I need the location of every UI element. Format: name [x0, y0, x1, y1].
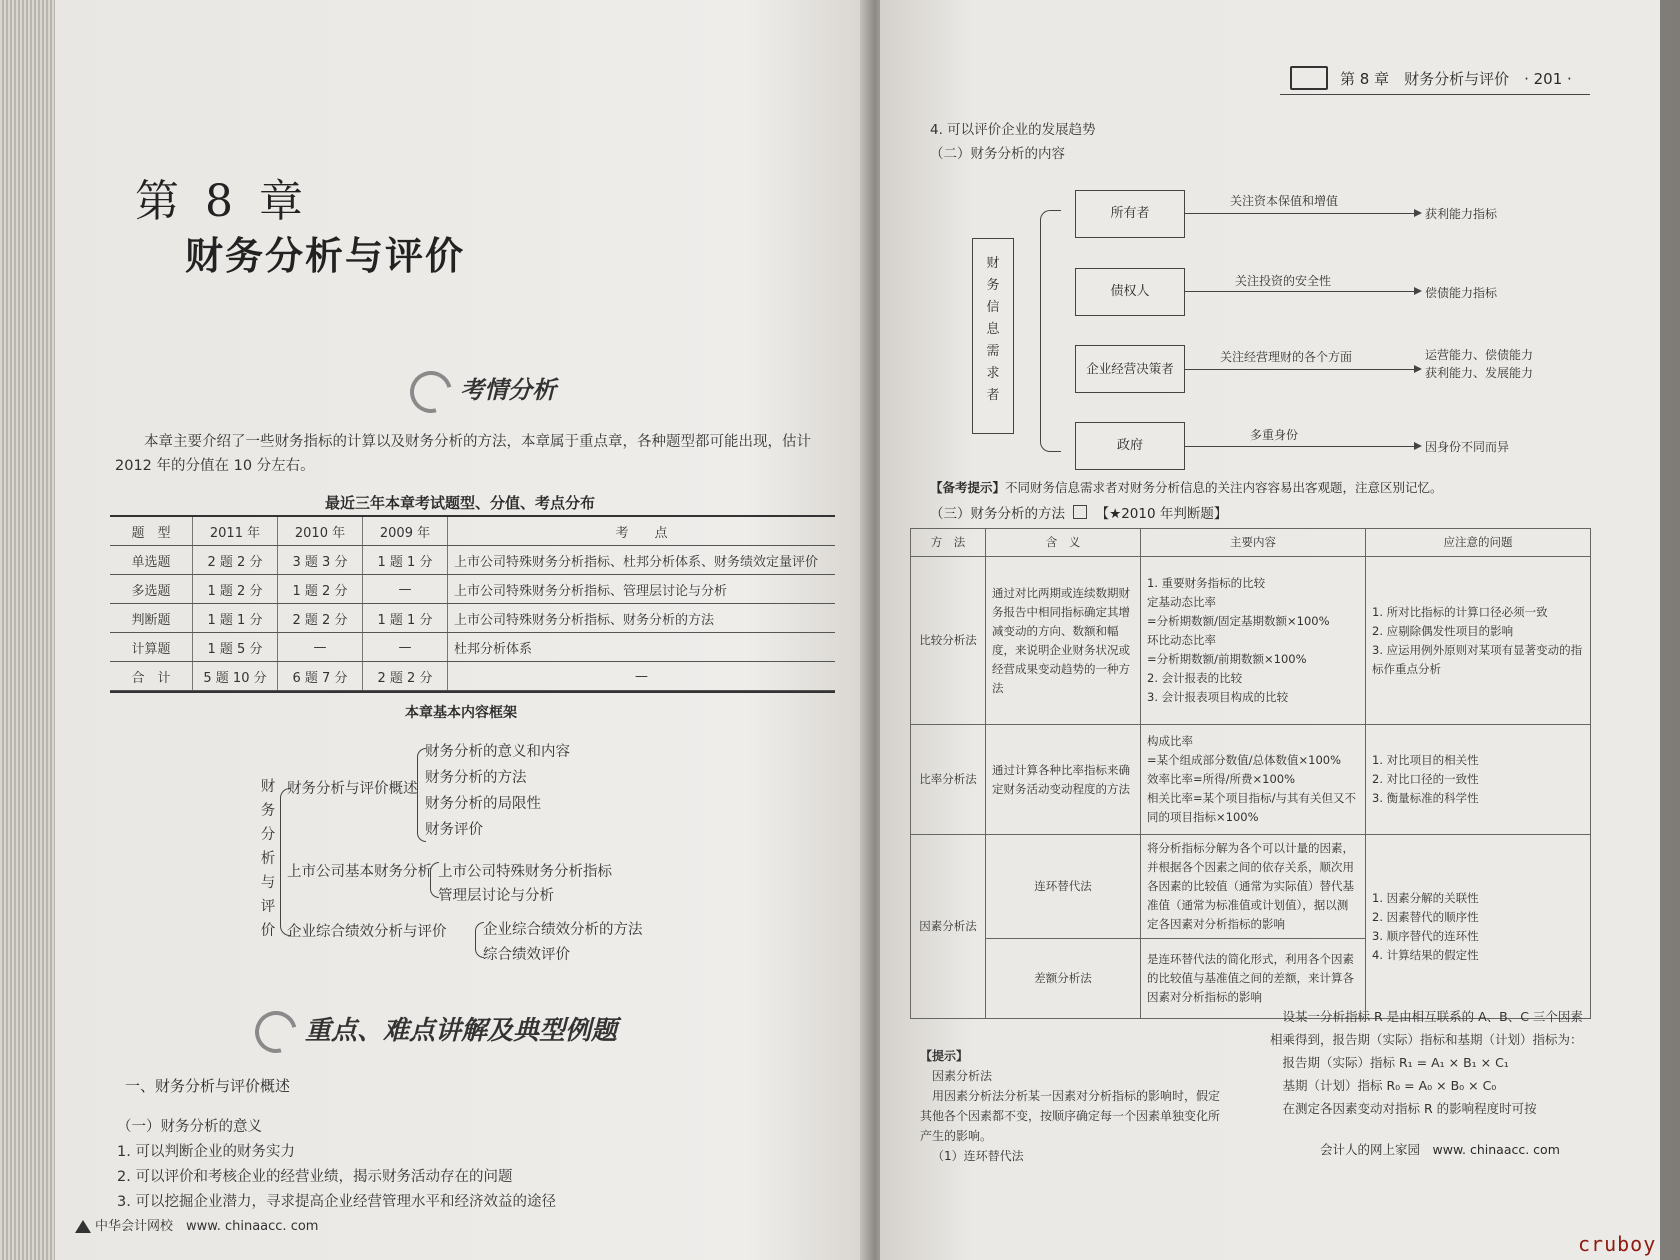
framework-l2: 财务评价: [425, 822, 483, 838]
cell: 是连环替代法的简化形式，利用各个因素的比较值与基准值之间的差额，来计算各因素对分析指标的影响: [1141, 939, 1366, 1019]
cell: 1 题 1 分: [363, 546, 448, 575]
framework-root: [260, 775, 276, 943]
col-meaning: 含 义: [986, 529, 1141, 557]
cell: 1. 重要财务指标的比较 定基动态比率 =分析期数额/固定基期数额×100% 环比动态比率 =分析期数额/前期数额×100% 2. 会计报表的比较 3. 会计报表项目构成的比较: [1141, 557, 1366, 725]
root-char: 析: [260, 851, 276, 867]
cell: 通过对比两期或连续数期财务报告中相同指标确定其增减变动的方向、数额和幅度，来说明企业财务状况或经营成果变动趋势的一种方法: [986, 557, 1141, 725]
formula-2: 基期（计划）指标 R₀ = A₀ × B₀ × C₀: [1282, 1078, 1497, 1093]
note-icon: [1073, 505, 1087, 519]
cell: 差额分析法: [986, 939, 1141, 1019]
cell: 1 题 2 分: [278, 575, 363, 604]
framework-l2: 管理层讨论与分析: [438, 888, 554, 904]
col-2011: 2011 年: [193, 517, 278, 546]
book-icon: [1290, 66, 1328, 90]
cell: 5 题 10 分: [193, 662, 278, 691]
cell: —: [448, 662, 836, 691]
concern: 多重身份: [1250, 428, 1299, 442]
line-4: 4. 可以评价企业的发展趋势: [930, 122, 1096, 138]
sub-3: [930, 502, 1227, 522]
arrow: [1185, 446, 1420, 447]
framework-title: 本章基本内容框架: [405, 705, 517, 721]
result: 获利能力指标: [1425, 207, 1498, 221]
cell: 多选题: [110, 575, 193, 604]
cell: —: [278, 633, 363, 662]
root-char: 信: [986, 300, 1000, 315]
cell: 计算题: [110, 633, 193, 662]
framework-l2: 财务分析的意义和内容: [425, 744, 570, 760]
arrow: [1185, 369, 1420, 370]
watermark: cruboy: [1578, 1232, 1657, 1256]
cell: —: [363, 575, 448, 604]
table-row: [110, 604, 835, 633]
root-char: 价: [260, 923, 276, 939]
cell: 比率分析法: [911, 725, 986, 835]
item-3: 3. 可以挖掘企业潜力，寻求提高企业经营管理水平和经济效益的途径: [117, 1194, 556, 1210]
framework-l1-a: 财务分析与评价概述: [287, 781, 418, 797]
concern: 关注投资的安全性: [1235, 274, 1332, 288]
root-char: 财: [986, 256, 1000, 271]
sub-3-tag: 【★2010 年判断题】: [1095, 506, 1228, 522]
methods-table: [910, 528, 1591, 1019]
framework-l2: 企业综合绩效分析的方法: [483, 922, 643, 938]
framework-l2: 上市公司特殊财务分析指标: [438, 864, 612, 880]
sub-1: （一）财务分析的意义: [117, 1119, 262, 1135]
methods-header: [911, 529, 1591, 557]
framework-l2: 财务分析的局限性: [425, 796, 541, 812]
col-content: 主要内容: [1141, 529, 1366, 557]
chapter-subtitle: 财务分析与评价: [185, 234, 466, 278]
key-banner: [255, 1010, 617, 1053]
col-notes: 应注意的问题: [1366, 529, 1591, 557]
exam-table: [110, 515, 835, 693]
hint-title: 因素分析法: [932, 1069, 993, 1083]
col-2010: 2010 年: [278, 517, 363, 546]
root-char: 财: [260, 779, 276, 795]
node-owner: 所有者: [1075, 190, 1185, 238]
cell: 连环替代法: [986, 835, 1141, 939]
cell: 判断题: [110, 604, 193, 633]
formula-block: [1270, 1005, 1590, 1120]
cell: 构成比率 =某个组成部分数值/总体数值×100% 效率比率=所得/所费×100% 相关比率=某个项目指标/与其有关但又不同的项目指标×100%: [1141, 725, 1366, 835]
cell: 1. 对比项目的相关性 2. 对比口径的一致性 3. 衡量标准的科学性: [1366, 725, 1591, 835]
cell: —: [363, 633, 448, 662]
logo-icon: [75, 1220, 91, 1233]
tip: [930, 478, 1443, 496]
framework-l1-c: 企业综合绩效分析与评价: [287, 924, 447, 940]
footer-right: 会计人的网上家园 www. chinaacc. com: [1320, 1142, 1560, 1157]
framework-l2: 综合绩效评价: [483, 947, 570, 963]
item-2: 2. 可以评价和考核企业的经营业绩，揭示财务活动存在的问题: [117, 1169, 513, 1185]
root-char: 务: [260, 803, 276, 819]
cell: 单选题: [110, 546, 193, 575]
table-row: [911, 725, 1591, 835]
cell: 6 题 7 分: [278, 662, 363, 691]
hint-block: [920, 1046, 1220, 1166]
cell: 1 题 2 分: [193, 575, 278, 604]
col-points: 考 点: [448, 517, 836, 546]
formula-tail: 在测定各因素变动对指标 R 的影响程度时可按: [1282, 1101, 1537, 1116]
brace: [1040, 210, 1061, 452]
section-1: 一、财务分析与评价概述: [125, 1077, 291, 1095]
root-char: 求: [986, 366, 1000, 381]
cell: 1 题 1 分: [193, 604, 278, 633]
footer-left-text: 中华会计网校 www. chinaacc. com: [95, 1219, 319, 1234]
exam-table-header: [110, 517, 835, 546]
swirl-icon: [402, 363, 459, 420]
diagram-root: [972, 238, 1014, 434]
col-method: 方 法: [911, 529, 986, 557]
cell: 1. 所对比指标的计算口径必须一致 2. 应剔除偶发性项目的影响 3. 应运用例外原则对某项有显著变动的指标作重点分析: [1366, 557, 1591, 725]
root-char: 分: [260, 827, 276, 843]
table-row: [110, 575, 835, 604]
framework-l2: 财务分析的方法: [425, 770, 527, 786]
framework-l1-b: 上市公司基本财务分析: [287, 864, 432, 880]
sub-3-text: （三）财务分析的方法: [930, 506, 1065, 522]
node-government: 政府: [1075, 422, 1185, 470]
concern: 关注经营理财的各个方面: [1220, 350, 1353, 364]
hint-item: （1）连环替代法: [932, 1149, 1024, 1163]
arrow: [1185, 213, 1420, 214]
cell: 通过计算各种比率指标来确定财务活动变动程度的方法: [986, 725, 1141, 835]
chapter-title: 第 8 章: [135, 176, 309, 227]
cell: 杜邦分析体系: [448, 633, 836, 662]
cell: 1 题 5 分: [193, 633, 278, 662]
root-char: 需: [986, 344, 1000, 359]
right-page: [880, 0, 1660, 1260]
formula-1: 报告期（实际）指标 R₁ = A₁ × B₁ × C₁: [1282, 1055, 1509, 1070]
cell: 1. 因素分解的关联性 2. 因素替代的顺序性 3. 顺序替代的连环性 4. 计算结果的假定性: [1366, 835, 1591, 1019]
table-title: 最近三年本章考试题型、分值、考点分布: [325, 494, 596, 512]
tip-label: 【备考提示】: [930, 480, 1006, 495]
cell: 将分析指标分解为各个可以计量的因素，并根据各个因素之间的依存关系，顺次用各因素的比较值（通常为实际值）替代基准值（通常为标准值或计划值），据以测定各因素对分析指标的影响: [1141, 835, 1366, 939]
cell: 2 题 2 分: [363, 662, 448, 691]
sub-2: （二）财务分析的内容: [930, 146, 1065, 162]
root-char: 务: [986, 278, 1000, 293]
cell: 1 题 1 分: [363, 604, 448, 633]
root-char: 与: [260, 875, 276, 891]
swirl-icon: [247, 1003, 304, 1060]
cell: 上市公司特殊财务分析指标、财务分析的方法: [448, 604, 836, 633]
result: 偿债能力指标: [1425, 286, 1498, 300]
table-row: [911, 835, 1591, 939]
root-char: 评: [260, 899, 276, 915]
cell: 上市公司特殊财务分析指标、管理层讨论与分析: [448, 575, 836, 604]
root-char: 息: [986, 322, 1000, 337]
formula-intro: 设某一分析指标 R 是由相互联系的 A、B、C 三个因素相乘得到，报告期（实际）指标和基期（计划）指标为：: [1270, 1009, 1583, 1047]
footer-left: [75, 1215, 318, 1234]
table-row: [110, 662, 835, 691]
exam-banner-text: 考情分析: [460, 375, 556, 404]
table-row: [110, 546, 835, 575]
arrow: [1185, 291, 1420, 292]
cell: 2 题 2 分: [193, 546, 278, 575]
header-rule: [1280, 94, 1590, 95]
result: 运营能力、偿债能力 获利能力、发展能力: [1425, 348, 1534, 380]
page-header: 第 8 章 财务分析与评价 · 201 ·: [1340, 70, 1572, 88]
cell: 上市公司特殊财务分析指标、杜邦分析体系、财务绩效定量评价: [448, 546, 836, 575]
cell: 2 题 2 分: [278, 604, 363, 633]
node-manager: 企业经营决策者: [1075, 345, 1185, 393]
tip-text: 不同财务信息需求者对财务分析信息的关注内容容易出客观题，注意区别记忆。: [1005, 480, 1443, 495]
table-row: [911, 557, 1591, 725]
hint-label: 【提示】: [920, 1049, 969, 1063]
root-char: 者: [986, 388, 1000, 403]
cell: 因素分析法: [911, 835, 986, 1019]
cell: 3 题 3 分: [278, 546, 363, 575]
item-1: 1. 可以判断企业的财务实力: [117, 1144, 295, 1160]
node-creditor: 债权人: [1075, 268, 1185, 316]
left-page: [55, 0, 870, 1260]
col-2009: 2009 年: [363, 517, 448, 546]
hint-text: 用因素分析法分析某一因素对分析指标的影响时，假定其他各个因素都不变，按顺序确定每一个因素单独变化所产生的影响。: [920, 1089, 1221, 1143]
exam-banner: [410, 370, 556, 413]
cell: 比较分析法: [911, 557, 986, 725]
result: 因身份不同而异: [1425, 440, 1510, 454]
concern: 关注资本保值和增值: [1230, 194, 1339, 208]
cell: 合 计: [110, 662, 193, 691]
page-edges: [0, 0, 60, 1260]
table-row: [110, 633, 835, 662]
col-type: 题 型: [110, 517, 193, 546]
key-banner-text: 重点、难点讲解及典型例题: [305, 1016, 618, 1046]
intro-paragraph: 本章主要介绍了一些财务指标的计算以及财务分析的方法，本章属于重点章，各种题型都可能出现，估计 2012 年的分值在 10 分左右。: [115, 434, 811, 474]
